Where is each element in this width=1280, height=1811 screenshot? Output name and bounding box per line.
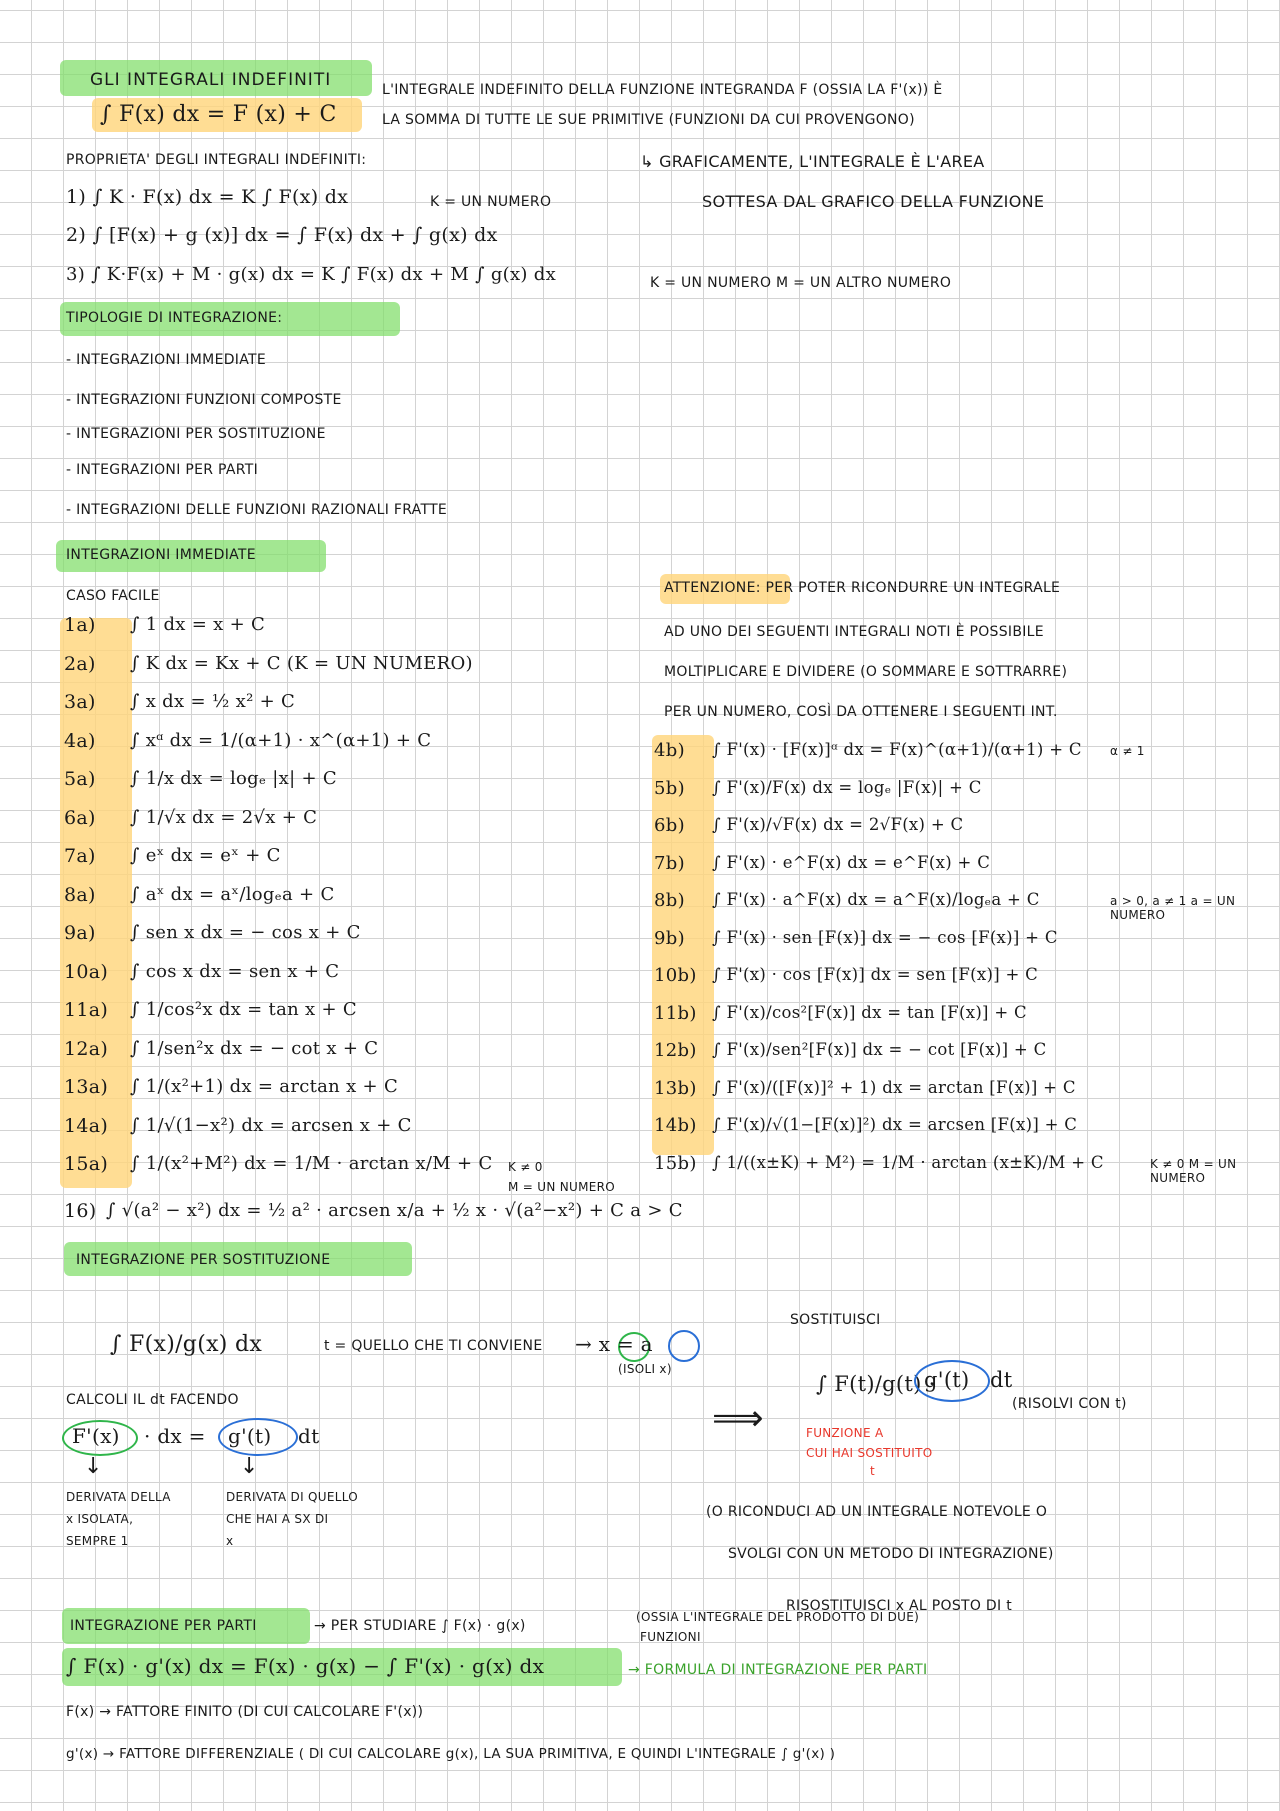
deriv-right-line: x — [226, 1534, 234, 1548]
isolate-note: (ISOLI x) — [618, 1362, 672, 1376]
parts-formula-label: → FORMULA DI INTEGRAZIONE PER PARTI — [628, 1662, 928, 1678]
formula-number: 14a) — [64, 1114, 109, 1137]
implies-arrow-icon: ⟹ — [712, 1398, 764, 1439]
reduce-note-line-1: (O RICONDUCI AD UN INTEGRALE NOTEVOLE O — [706, 1504, 1048, 1520]
formula-right: ∫ F'(x) · e^F(x) dx = e^F(x) + C — [712, 852, 991, 872]
formula-left: ∫ 1/√x dx = 2√x + C — [130, 806, 318, 828]
formula-right: ∫ F'(x)/√(1−[F(x)]²) dx = arcsen [F(x)] + C — [712, 1115, 1078, 1134]
formula-number: 12b) — [654, 1040, 697, 1061]
formula-number: 4b) — [654, 740, 685, 761]
parts-intro: → PER STUDIARE ∫ F(x) · g(x) — [314, 1618, 526, 1634]
substitution-title: INTEGRAZIONE PER SOSTITUZIONE — [76, 1252, 331, 1268]
type-item: - INTEGRAZIONI PER SOSTITUZIONE — [66, 426, 326, 442]
formula-number: 15a) — [64, 1153, 109, 1175]
formula-left: ∫ 1/(x²+1) dx = arctan x + C — [130, 1076, 399, 1097]
type-item: - INTEGRAZIONI IMMEDIATE — [66, 352, 267, 368]
attention-line-3: MOLTIPLICARE E DIVIDERE (O SOMMARE E SOTTRARRE) — [664, 664, 1068, 680]
formula-number: 6a) — [64, 806, 96, 829]
solve-with-t: (RISOLVI CON t) — [1012, 1396, 1127, 1412]
formula-right: ∫ F'(x) · a^F(x) dx = a^F(x)/logₑa + C — [712, 890, 1040, 909]
formula-right-note: α ≠ 1 — [1110, 744, 1145, 758]
formula-right: ∫ F'(x)/sen²[F(x)] dx = − cot [F(x)] + C — [712, 1040, 1047, 1059]
type-item: - INTEGRAZIONI DELLE FUNZIONI RAZIONALI FRATTE — [66, 502, 448, 518]
page-title: GLI INTEGRALI INDEFINITI — [90, 70, 332, 90]
formula-number: 5a) — [64, 768, 96, 790]
formula-right: ∫ 1/((x±K) + M²) = 1/M · arctan (x±K)/M + C — [712, 1152, 1104, 1172]
parts-intro-note: (OSSIA L'INTEGRALE DEL PRODOTTO DI DUE) — [636, 1610, 920, 1624]
formula-right: ∫ F'(x) · [F(x)]ᵅ dx = F(x)^(α+1)/(α+1) + C — [712, 740, 1082, 759]
substitute-label: SOSTITUISCI — [790, 1312, 881, 1328]
definition-formula: ∫ F(x) dx = F (x) + C — [100, 102, 337, 127]
calc-gprime: g'(t) — [228, 1424, 272, 1448]
reduce-note-line-2: SVOLGI CON UN METODO DI INTEGRAZIONE) — [728, 1546, 1054, 1562]
formula-number: 8a) — [64, 883, 96, 906]
formula-number: 3a) — [64, 691, 96, 713]
formula-16: ∫ √(a² − x²) dx = ½ a² · arcsen x/a + ½ x · √(a²−x²) + C a > C — [106, 1200, 683, 1221]
formula-number: 1a) — [64, 614, 96, 636]
calc-dt-label: CALCOLI IL dt FACENDO — [66, 1392, 239, 1408]
result-dt: dt — [990, 1368, 1013, 1392]
t-definition: t = QUELLO CHE TI CONVIENE — [324, 1338, 543, 1354]
formula-left: ∫ aˣ dx = aˣ/logₑa + C — [130, 883, 335, 905]
attention-line-1: ATTENZIONE: PER POTER RICONDURRE UN INTEGRALE — [664, 580, 1061, 596]
formula-number: 11a) — [64, 999, 109, 1021]
deriv-right-line: CHE HAI A SX DI — [226, 1512, 329, 1526]
formula-number: 9a) — [64, 922, 96, 944]
formula-right: ∫ F'(x)/F(x) dx = logₑ |F(x)| + C — [712, 777, 982, 797]
formula-right: ∫ F'(x)/√F(x) dx = 2√F(x) + C — [712, 815, 964, 834]
resubstitute-note: RISOSTITUISCI x AL POSTO DI t — [786, 1598, 1012, 1614]
finite-factor: F(x) → FATTORE FINITO (DI CUI CALCOLARE F'(x)) — [66, 1704, 424, 1720]
property-2: 2) ∫ [F(x) + g (x)] dx = ∫ F(x) dx + ∫ g(x) dx — [66, 224, 498, 246]
parts-title: INTEGRAZIONE PER PARTI — [70, 1618, 257, 1634]
graphic-note-line-2: SOTTESA DAL GRAFICO DELLA FUNZIONE — [702, 192, 1045, 211]
differential-factor: g'(x) → FATTORE DIFFERENZIALE ( DI CUI CALCOLARE g(x), LA SUA PRIMITIVA, E QUINDI L'INTEGRALE ∫ g'(x) ) — [66, 1746, 836, 1762]
arrow-down-icon: ↓ — [84, 1454, 103, 1479]
calc-dx: · dx = — [144, 1424, 206, 1448]
formula-left: ∫ xᵅ dx = 1/(α+1) · x^(α+1) + C — [130, 729, 432, 751]
formula-number: 6b) — [654, 815, 685, 836]
formula-right: ∫ F'(x)/cos²[F(x)] dx = tan [F(x)] + C — [712, 1002, 1027, 1022]
formula-left: ∫ cos x dx = sen x + C — [130, 960, 340, 982]
formula-number: 12a) — [64, 1037, 109, 1060]
calc-fprime: F'(x) — [72, 1424, 120, 1448]
formula-number: 5b) — [654, 777, 685, 799]
property-3: 3) ∫ K·F(x) + M · g(x) dx = K ∫ F(x) dx + M ∫ g(x) dx — [66, 264, 557, 285]
graphic-note-line-1: ↳ GRAFICAMENTE, L'INTEGRALE È L'AREA — [640, 152, 985, 171]
formula-number: 8b) — [654, 890, 685, 911]
immediate-title: INTEGRAZIONI IMMEDIATE — [66, 547, 256, 563]
attention-line-4: PER UN NUMERO, COSÌ DA OTTENERE I SEGUENTI INT. — [664, 704, 1058, 720]
func-note-line: FUNZIONE A — [806, 1426, 884, 1440]
func-note-line: CUI HAI SOSTITUITO — [806, 1446, 933, 1460]
type-item: - INTEGRAZIONI PER PARTI — [66, 462, 259, 478]
deriv-left-line: SEMPRE 1 — [66, 1534, 129, 1548]
result-gprime: g'(t) — [924, 1368, 970, 1392]
types-title: TIPOLOGIE DI INTEGRAZIONE: — [66, 310, 283, 326]
definition-line-1: L'INTEGRALE INDEFINITO DELLA FUNZIONE INTEGRANDA F (OSSIA LA F'(x)) È — [382, 82, 943, 98]
formula-16-number: 16) — [64, 1200, 97, 1222]
formula-number: 13a) — [64, 1076, 109, 1098]
formula-number: 4a) — [64, 729, 96, 752]
deriv-left-line: x ISOLATA, — [66, 1512, 134, 1526]
formula-right-note: K ≠ 0 M = UN NUMERO — [1150, 1156, 1237, 1185]
a-circle — [668, 1330, 700, 1362]
formula-number: 15b) — [654, 1152, 697, 1174]
formula-number: 2a) — [64, 652, 96, 675]
substitution-integral: ∫ F(x)/g(x) dx — [110, 1332, 263, 1357]
formula-left: ∫ sen x dx = − cos x + C — [130, 922, 361, 943]
formula-left: ∫ K dx = Kx + C (K = UN NUMERO) — [130, 652, 473, 674]
formula-left: ∫ 1/(x²+M²) dx = 1/M · arctan x/M + C — [130, 1153, 493, 1174]
formula-15a-note-m: M = UN NUMERO — [508, 1180, 615, 1194]
formula-number: 9b) — [654, 927, 685, 949]
isolate-arrow: → x = a — [575, 1332, 653, 1356]
deriv-right-line: DERIVATA DI QUELLO — [226, 1490, 359, 1504]
formula-number: 11b) — [654, 1002, 697, 1024]
calc-dt: dt — [298, 1424, 320, 1448]
formula-right-note: a > 0, a ≠ 1 a = UN NUMERO — [1110, 894, 1236, 922]
formula-number: 7a) — [64, 845, 96, 867]
formula-left: ∫ 1/√(1−x²) dx = arcsen x + C — [130, 1114, 412, 1136]
parts-intro-note: FUNZIONI — [640, 1630, 701, 1644]
formula-left: ∫ 1/x dx = logₑ |x| + C — [130, 768, 337, 789]
formula-left: ∫ x dx = ½ x² + C — [130, 691, 296, 712]
definition-line-2: LA SOMMA DI TUTTE LE SUE PRIMITIVE (FUNZIONI DA CUI PROVENGONO) — [382, 112, 915, 128]
property-1: 1) ∫ K · F(x) dx = K ∫ F(x) dx — [66, 186, 349, 208]
easy-case-label: CASO FACILE — [66, 588, 160, 604]
property-1-note: K = UN NUMERO — [430, 194, 552, 210]
formula-left: ∫ 1 dx = x + C — [130, 614, 266, 635]
properties-title: PROPRIETA' DEGLI INTEGRALI INDEFINITI: — [66, 152, 367, 168]
formula-left: ∫ 1/sen²x dx = − cot x + C — [130, 1037, 379, 1059]
arrow-down-icon: ↓ — [240, 1454, 259, 1479]
attention-line-2: AD UNO DEI SEGUENTI INTEGRALI NOTI È POSSIBILE — [664, 624, 1044, 640]
formula-number: 10a) — [64, 960, 109, 983]
property-3-note: K = UN NUMERO M = UN ALTRO NUMERO — [650, 275, 952, 291]
func-note-line: t — [870, 1464, 876, 1478]
parts-formula: ∫ F(x) · g'(x) dx = F(x) · g(x) − ∫ F'(x) · g(x) dx — [66, 1654, 545, 1678]
type-item: - INTEGRAZIONI FUNZIONI COMPOSTE — [66, 392, 342, 408]
formula-number: 7b) — [654, 852, 685, 874]
deriv-left-line: DERIVATA DELLA — [66, 1490, 171, 1504]
formula-15a-note-k: K ≠ 0 — [508, 1160, 543, 1174]
formula-number: 13b) — [654, 1077, 697, 1099]
formula-number: 10b) — [654, 965, 697, 986]
formula-number: 14b) — [654, 1115, 697, 1136]
result-fraction: ∫ F(t)/g(t) · — [816, 1372, 936, 1396]
formula-right: ∫ F'(x)/([F(x)]² + 1) dx = arctan [F(x)] + C — [712, 1077, 1076, 1097]
formula-left: ∫ eˣ dx = eˣ + C — [130, 845, 281, 866]
formula-left: ∫ 1/cos²x dx = tan x + C — [130, 999, 357, 1020]
formula-right: ∫ F'(x) · cos [F(x)] dx = sen [F(x)] + C — [712, 965, 1039, 984]
formula-right: ∫ F'(x) · sen [F(x)] dx = − cos [F(x)] + C — [712, 927, 1058, 947]
